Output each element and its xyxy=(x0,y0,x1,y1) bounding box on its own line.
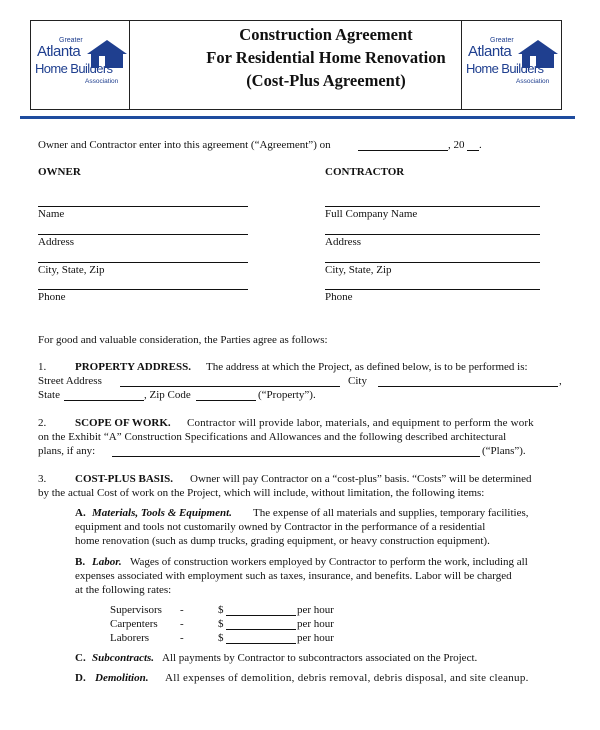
section1-text: The address at which the Project, as defined below, is to be performed is: xyxy=(206,361,528,373)
section3-line1: Owner will pay Contractor on a “cost-plus” basis. “Costs” will be determined xyxy=(190,473,532,485)
header-divider xyxy=(20,116,575,119)
intro-year-prefix: , 20 xyxy=(448,139,465,151)
city-comma: , xyxy=(559,375,562,387)
owner-address-label: Address xyxy=(38,236,75,248)
itemB-line3: at the following rates: xyxy=(75,584,172,596)
laborers-rate-field[interactable] xyxy=(226,643,296,644)
owner-city-label: City, State, Zip xyxy=(38,264,105,276)
agreement-date-field[interactable] xyxy=(358,150,448,151)
state-field[interactable] xyxy=(64,400,144,401)
logo-greater: Greater xyxy=(59,37,83,44)
logo-atlanta: Atlanta xyxy=(468,43,512,60)
property-label: (“Property”). xyxy=(258,389,316,401)
intro-text: Owner and Contractor enter into this agreement (“Agreement”) on xyxy=(38,139,331,151)
supervisors-rate-field[interactable] xyxy=(226,615,296,616)
itemB-title: Labor. xyxy=(92,556,122,568)
itemC-text: All payments by Contractor to subcontractors associated on the Project. xyxy=(162,652,478,664)
carpenters-rate-field[interactable] xyxy=(226,629,296,630)
itemB-letter: B. xyxy=(75,556,86,568)
itemA-line1: The expense of all materials and supplies, temporary facilities, xyxy=(253,507,529,519)
section2-line2: on the Exhibit “A” Construction Specifications and Allowances and the following described architectural xyxy=(38,431,507,443)
itemD-title: Demolition. xyxy=(95,672,149,684)
section1-number: 1. xyxy=(38,361,47,373)
city-label: City xyxy=(348,375,367,387)
section3-line2: by the actual Cost of work on the Project, which will include, without limitation, the following items: xyxy=(38,487,485,499)
rate-unit: per hour xyxy=(297,618,334,630)
state-label: State xyxy=(38,389,60,401)
street-field[interactable] xyxy=(120,386,340,387)
rate-role: Supervisors xyxy=(110,604,162,616)
contractor-heading: CONTRACTOR xyxy=(325,166,405,178)
agreement-year-field[interactable] xyxy=(467,150,479,151)
rate-unit: per hour xyxy=(297,604,334,616)
owner-address-field[interactable] xyxy=(38,234,248,235)
header-box xyxy=(30,20,562,110)
rate-unit: per hour xyxy=(297,632,334,644)
section2-line3: plans, if any: xyxy=(38,445,96,457)
owner-phone-label: Phone xyxy=(38,291,66,303)
section1-heading: PROPERTY ADDRESS. xyxy=(75,361,191,373)
owner-phone-field[interactable] xyxy=(38,289,248,290)
itemA-line3: home renovation (such as dump trucks, grading equipment, or heavy construction equipment). xyxy=(75,535,490,547)
itemA-line2: equipment and tools not customarily owned by Contractor in the performance of a residential xyxy=(75,521,486,533)
city-field[interactable] xyxy=(378,386,558,387)
itemC-title: Subcontracts. xyxy=(92,652,155,664)
section3-heading: COST-PLUS BASIS. xyxy=(75,473,174,485)
itemD-text: All expenses of demolition, debris removal, debris disposal, and site cleanup. xyxy=(165,672,529,684)
rate-dash: - xyxy=(180,632,184,644)
itemC-letter: C. xyxy=(75,652,86,664)
plans-field[interactable] xyxy=(112,456,480,457)
contractor-phone-field[interactable] xyxy=(325,289,540,290)
contractor-phone-label: Phone xyxy=(325,291,353,303)
itemB-line2: expenses associated with employment such as taxes, insurance, and benefits. Labor will be charged xyxy=(75,570,512,582)
owner-city-field[interactable] xyxy=(38,262,248,263)
owner-name-field[interactable] xyxy=(38,206,248,207)
rate-role: Carpenters xyxy=(110,618,158,630)
consideration-text: For good and valuable consideration, the Parties agree as follows: xyxy=(38,334,328,346)
contractor-city-label: City, State, Zip xyxy=(325,264,392,276)
left-logo-cell xyxy=(31,21,130,109)
rate-currency: $ xyxy=(218,604,224,616)
zip-field[interactable] xyxy=(196,400,256,401)
section2-heading: SCOPE OF WORK. xyxy=(75,417,171,429)
logo-home-builders: Home Builders xyxy=(466,61,544,76)
logo-association: Association xyxy=(85,78,119,85)
zip-label: , Zip Code xyxy=(144,389,191,401)
rate-dash: - xyxy=(180,604,184,616)
itemA-title: Materials, Tools & Equipment. xyxy=(92,507,232,519)
contractor-name-field[interactable] xyxy=(325,206,540,207)
rate-role: Laborers xyxy=(110,632,150,644)
section2-line1: Contractor will provide labor, materials, and equipment to perform the work xyxy=(187,417,534,429)
owner-name-label: Name xyxy=(38,208,65,220)
street-label: Street Address xyxy=(38,375,102,387)
rate-currency: $ xyxy=(218,632,224,644)
title-line-2: For Residential Home Renovation xyxy=(206,48,446,67)
plans-label: (“Plans”). xyxy=(482,445,526,457)
itemD-letter: D. xyxy=(75,672,86,684)
owner-heading: OWNER xyxy=(38,166,81,178)
logo-greater: Greater xyxy=(490,37,514,44)
logo-atlanta: Atlanta xyxy=(37,43,81,60)
itemA-letter: A. xyxy=(75,507,86,519)
contractor-city-field[interactable] xyxy=(325,262,540,263)
itemB-line1: Wages of construction workers employed by Contractor to perform the work, including all xyxy=(130,556,528,568)
intro-end: . xyxy=(479,139,482,151)
section2-number: 2. xyxy=(38,417,47,429)
contractor-address-label: Address xyxy=(325,236,362,248)
contractor-address-field[interactable] xyxy=(325,234,540,235)
section3-number: 3. xyxy=(38,473,47,485)
title-line-3: (Cost-Plus Agreement) xyxy=(246,71,406,90)
ahba-logo-left xyxy=(35,37,127,97)
logo-home-builders: Home Builders xyxy=(35,61,113,76)
title-line-1: Construction Agreement xyxy=(239,25,413,44)
contractor-name-label: Full Company Name xyxy=(325,208,418,220)
rate-currency: $ xyxy=(218,618,224,630)
logo-association: Association xyxy=(516,78,550,85)
rate-dash: - xyxy=(180,618,184,630)
